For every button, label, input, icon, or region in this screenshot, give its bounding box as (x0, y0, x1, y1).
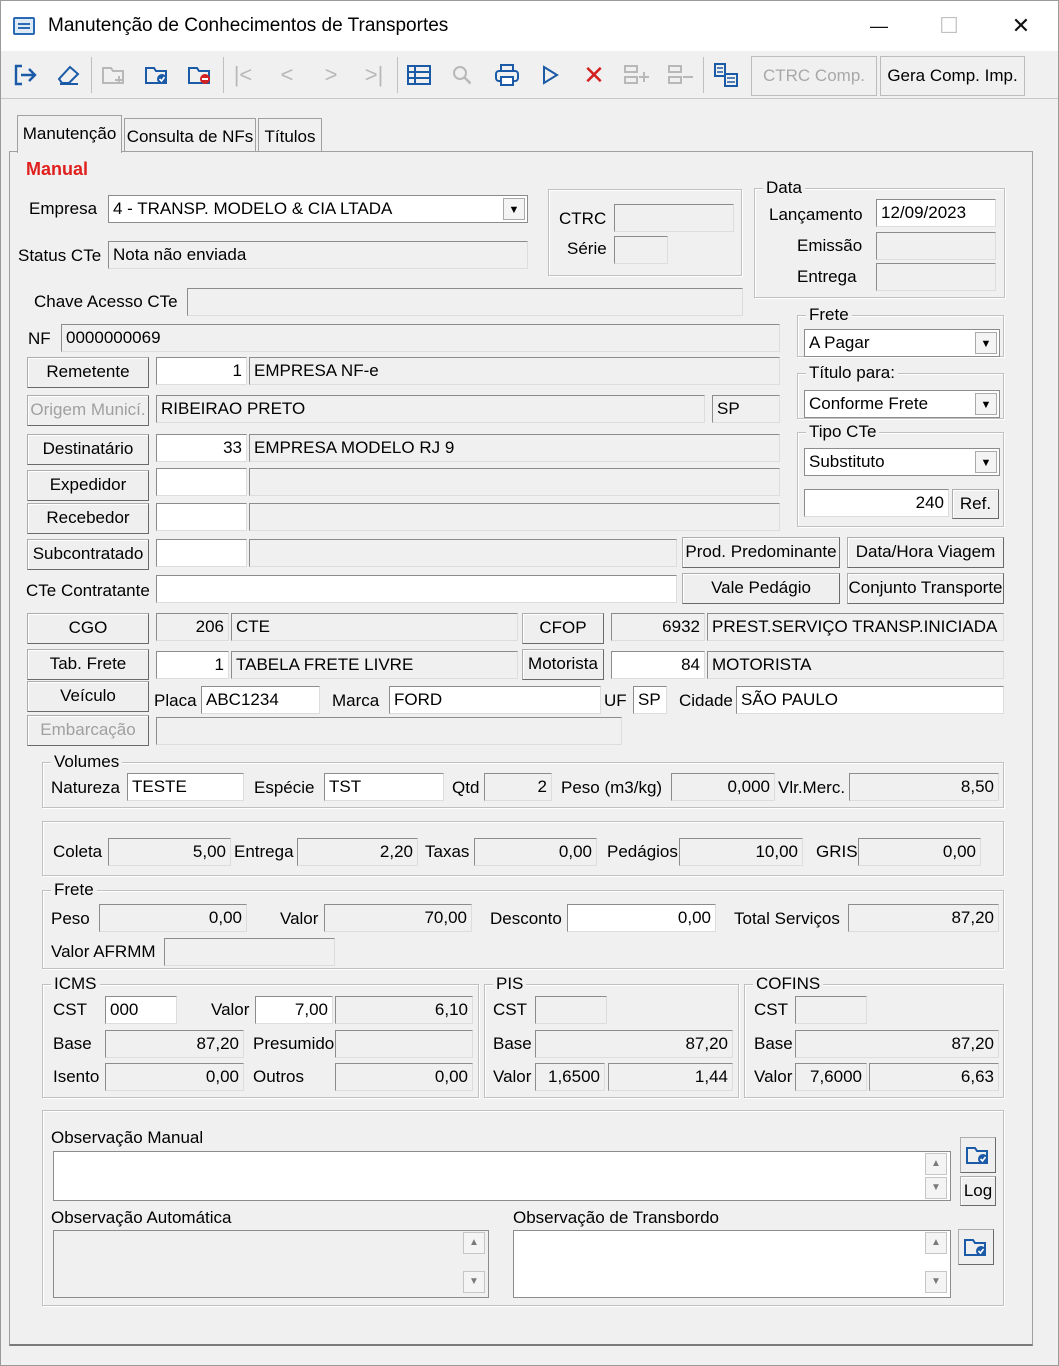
ctrc-label: CTRC (559, 209, 607, 228)
subcontratado-code-field[interactable] (156, 539, 247, 567)
scroll-down-icon[interactable]: ▼ (463, 1271, 485, 1293)
scroll-up-icon[interactable]: ▲ (463, 1232, 485, 1254)
cte-contratante-label: CTe Contratante (26, 581, 150, 600)
search-icon (442, 56, 482, 94)
desconto-label: Desconto (490, 909, 562, 928)
destinatario-code-field[interactable]: 33 (156, 434, 247, 462)
new-folder-icon (94, 56, 134, 94)
peso-frete-field: 0,00 (99, 904, 247, 932)
first-record-icon: |< (233, 62, 253, 87)
recebedor-button[interactable]: Recebedor (27, 503, 149, 534)
observacao-manual-label: Observação Manual (51, 1128, 204, 1147)
exit-icon[interactable] (5, 56, 45, 94)
chevron-down-icon[interactable]: ▼ (503, 198, 525, 220)
emissao-label: Emissão (797, 236, 863, 255)
pis-cst-label: CST (493, 1000, 527, 1019)
icms-valor-label: Valor (211, 1000, 250, 1019)
placa-label: Placa (154, 691, 197, 710)
marca-label: Marca (332, 691, 380, 710)
cofins-cst-field (795, 996, 867, 1024)
titulo-para-value: Conforme Frete (809, 394, 929, 413)
cofins-valor-label: Valor (754, 1067, 793, 1086)
pedagios-field: 10,00 (679, 838, 803, 866)
frete-select-value: A Pagar (809, 333, 870, 352)
add-item-icon (617, 56, 657, 94)
presumido-label: Presumido (253, 1034, 335, 1053)
taxas-label: Taxas (425, 842, 470, 861)
scroll-down-icon[interactable]: ▼ (925, 1177, 947, 1199)
mode-label: Manual (26, 159, 89, 179)
observacao-automatica-textarea (53, 1230, 489, 1298)
chevron-down-icon[interactable]: ▼ (975, 332, 997, 354)
titulo-para-select[interactable] (804, 390, 1000, 418)
peso-volume-label: Peso (m3/kg) (561, 778, 663, 797)
afrmm-label: Valor AFRMM (51, 942, 156, 961)
vlr-merc-field: 8,50 (849, 773, 999, 801)
icms-title: ICMS (51, 974, 100, 994)
title-bar (1, 1, 1058, 51)
close-button[interactable]: ✕ (1011, 13, 1031, 38)
isento-label: Isento (53, 1067, 100, 1086)
lancamento-label: Lançamento (769, 205, 863, 224)
cofins-aliquota-field: 7,6000 (795, 1063, 867, 1091)
cofins-valor-field: 6,63 (869, 1063, 999, 1091)
tab-frete-code-field[interactable]: 1 (156, 651, 229, 679)
toolbar (1, 51, 1058, 99)
play-icon[interactable] (530, 56, 570, 94)
pedagios-label: Pedágios (607, 842, 678, 861)
origem-uf-field: SP (712, 395, 780, 423)
icms-aliquota-field[interactable]: 7,00 (255, 996, 333, 1024)
tab-titulos[interactable]: Títulos (258, 118, 322, 152)
ref-button[interactable]: Ref. (952, 489, 999, 519)
marca-field[interactable]: FORD (389, 686, 601, 714)
remetente-code-field[interactable]: 1 (156, 357, 247, 385)
conjunto-transporte-button[interactable]: Conjunto Transporte (847, 573, 1004, 604)
maximize-button[interactable]: ☐ (939, 13, 959, 38)
placa-field[interactable]: ABC1234 (201, 686, 320, 714)
observacao-manual-textarea[interactable] (53, 1151, 951, 1201)
save-folder-icon[interactable] (137, 56, 177, 94)
ref-number-field[interactable]: 240 (804, 489, 949, 517)
origem-button: Origem Municí. (27, 395, 149, 426)
cidade-field[interactable]: SÃO PAULO (736, 686, 1004, 714)
especie-field[interactable]: TST (324, 773, 444, 801)
pis-base-field: 87,20 (535, 1030, 733, 1058)
tab-consulta-nfs[interactable]: Consulta de NFs (124, 118, 256, 152)
next-record-icon: > (324, 62, 338, 87)
valor-frete-field: 70,00 (324, 904, 472, 932)
last-record-icon: >| (364, 62, 384, 87)
cofins-title: COFINS (753, 974, 823, 994)
icms-cst-field[interactable]: 000 (105, 996, 177, 1024)
natureza-label: Natureza (51, 778, 120, 797)
gera-comp-imp-button[interactable]: Gera Comp. Imp. (880, 56, 1025, 96)
cgo-desc-field: CTE (231, 613, 518, 641)
cfop-desc-field: PREST.SERVIÇO TRANSP.INICIADA (707, 613, 1004, 641)
valor-frete-label: Valor (280, 909, 319, 928)
expedidor-name-field (249, 468, 780, 496)
emissao-field (876, 232, 996, 260)
cgo-button[interactable]: CGO (27, 613, 149, 644)
frete-select[interactable] (804, 329, 1000, 357)
vlr-merc-label: Vlr.Merc. (778, 778, 846, 797)
tab-manutencao[interactable]: Manutenção (17, 115, 122, 153)
observacao-transbordo-label: Observação de Transbordo (513, 1208, 720, 1227)
pis-valor-field: 1,44 (608, 1063, 733, 1091)
app-icon (13, 17, 35, 35)
recebedor-name-field (249, 503, 780, 531)
cfop-button[interactable]: CFOP (522, 613, 604, 644)
afrmm-field (164, 938, 335, 966)
delete-folder-icon[interactable] (180, 56, 220, 94)
remetente-button[interactable]: Remetente (27, 357, 149, 388)
gris-field: 0,00 (858, 838, 981, 866)
coleta-label: Coleta (53, 842, 103, 861)
save-folder-icon[interactable] (958, 1229, 994, 1265)
tipo-cte-title: Tipo CTe (806, 422, 879, 442)
pis-aliquota-field: 1,6500 (535, 1063, 605, 1091)
status-cte-label: Status CTe (18, 246, 102, 265)
ctrc-comp-button: CTRC Comp. (751, 56, 877, 96)
vale-pedagio-button[interactable]: Vale Pedágio (682, 573, 840, 604)
serie-label: Série (567, 239, 607, 258)
data-group-title: Data (763, 178, 805, 198)
serie-field (614, 236, 668, 264)
tab-frete-button[interactable]: Tab. Frete (27, 649, 149, 680)
eraser-icon[interactable] (49, 56, 89, 94)
nf-label: NF (28, 329, 51, 348)
expedidor-code-field[interactable] (156, 468, 247, 496)
total-servicos-label: Total Serviços (734, 909, 840, 928)
cofins-base-field: 87,20 (795, 1030, 999, 1058)
veiculo-button[interactable]: Veículo (27, 681, 149, 712)
outros-label: Outros (253, 1067, 305, 1086)
remetente-name-field: EMPRESA NF-e (249, 357, 780, 385)
total-servicos-field: 87,20 (848, 904, 999, 932)
uf-label: UF (604, 691, 627, 710)
window-title: Manutenção de Conhecimentos de Transportes (48, 15, 449, 36)
pis-valor-label: Valor (493, 1067, 532, 1086)
qtd-field: 2 (484, 773, 552, 801)
remove-item-icon (661, 56, 701, 94)
gris-label: GRIS (816, 842, 858, 861)
motorista-code-field[interactable]: 84 (611, 651, 705, 679)
observacao-automatica-label: Observação Automática (51, 1208, 232, 1227)
coleta-field: 5,00 (108, 838, 231, 866)
motorista-desc-field: MOTORISTA (707, 651, 1004, 679)
natureza-field[interactable]: TESTE (127, 773, 244, 801)
minimize-button[interactable]: — (870, 16, 888, 36)
empresa-select[interactable] (108, 195, 528, 223)
lancamento-field[interactable]: 12/09/2023 (876, 199, 996, 227)
taxas-field: 0,00 (474, 838, 597, 866)
entrega-field: 2,20 (297, 838, 418, 866)
embarcacao-button: Embarcação (27, 715, 149, 746)
embarcacao-field (156, 717, 622, 745)
icms-valor-field: 6,10 (335, 996, 473, 1024)
document-link-icon[interactable] (706, 56, 746, 94)
subcontratado-button[interactable]: Subcontratado (27, 539, 149, 570)
volumes-title: Volumes (51, 752, 122, 772)
tipo-cte-value: Substituto (809, 452, 885, 471)
chevron-down-icon[interactable]: ▼ (975, 451, 997, 473)
icms-base-field: 87,20 (105, 1030, 244, 1058)
expedidor-button[interactable]: Expedidor (27, 470, 149, 501)
nf-field: 0000000069 (61, 324, 780, 352)
presumido-field (335, 1030, 473, 1058)
tab-frete-desc-field: TABELA FRETE LIVRE (231, 651, 518, 679)
qtd-label: Qtd (452, 778, 480, 797)
titulo-para-title: Título para: (806, 363, 898, 383)
cidade-label: Cidade (679, 691, 733, 710)
data-hora-viagem-button[interactable]: Data/Hora Viagem (847, 537, 1004, 568)
print-icon[interactable] (487, 56, 527, 94)
scroll-up-icon[interactable]: ▲ (925, 1232, 947, 1254)
uf-field[interactable]: SP (633, 686, 667, 714)
pis-title: PIS (493, 974, 526, 994)
origem-city-field: RIBEIRAO PRETO (156, 395, 705, 423)
motorista-button[interactable]: Motorista (522, 649, 604, 680)
recebedor-code-field[interactable] (156, 503, 247, 531)
cgo-code-field: 206 (156, 613, 229, 641)
desconto-field[interactable]: 0,00 (567, 904, 716, 932)
cancel-icon[interactable]: ✕ (583, 59, 605, 90)
especie-label: Espécie (254, 778, 315, 797)
entrega-date-label: Entrega (797, 267, 857, 286)
observacao-transbordo-textarea[interactable] (513, 1230, 951, 1298)
frete-group-title: Frete (51, 880, 97, 900)
destinatario-button[interactable]: Destinatário (27, 434, 149, 465)
pis-cst-field (535, 996, 607, 1024)
isento-field: 0,00 (105, 1063, 244, 1091)
entrega-date-field (876, 263, 996, 291)
grid-icon[interactable] (399, 56, 439, 94)
chave-acesso-label: Chave Acesso CTe (34, 292, 178, 311)
outros-field: 0,00 (335, 1063, 473, 1091)
cofins-base-label: Base (754, 1034, 793, 1053)
subcontratado-name-field (249, 539, 677, 567)
previous-record-icon: < (280, 62, 294, 87)
pis-base-label: Base (493, 1034, 532, 1053)
cfop-code-field: 6932 (611, 613, 705, 641)
scroll-down-icon[interactable]: ▼ (925, 1271, 947, 1293)
peso-volume-field: 0,000 (671, 773, 775, 801)
scroll-up-icon[interactable]: ▲ (925, 1153, 947, 1175)
chave-acesso-field (187, 288, 743, 316)
save-folder-icon[interactable] (960, 1137, 996, 1173)
ctrc-field (614, 204, 734, 232)
peso-frete-label: Peso (51, 909, 90, 928)
cofins-cst-label: CST (754, 1000, 788, 1019)
icms-cst-label: CST (53, 1000, 87, 1019)
destinatario-name-field: EMPRESA MODELO RJ 9 (249, 434, 780, 462)
tipo-cte-select[interactable] (804, 448, 1000, 476)
empresa-label: Empresa (29, 199, 98, 218)
icms-base-label: Base (53, 1034, 92, 1053)
empresa-value: 4 - TRANSP. MODELO & CIA LTADA (113, 199, 393, 218)
frete-select-title: Frete (806, 305, 852, 325)
status-cte-field: Nota não enviada (108, 241, 528, 269)
cte-contratante-field[interactable] (156, 575, 677, 603)
entrega-label: Entrega (234, 842, 294, 861)
prod-predominante-button[interactable]: Prod. Predominante (682, 537, 840, 568)
log-button[interactable]: Log (960, 1176, 996, 1206)
chevron-down-icon[interactable]: ▼ (975, 393, 997, 415)
